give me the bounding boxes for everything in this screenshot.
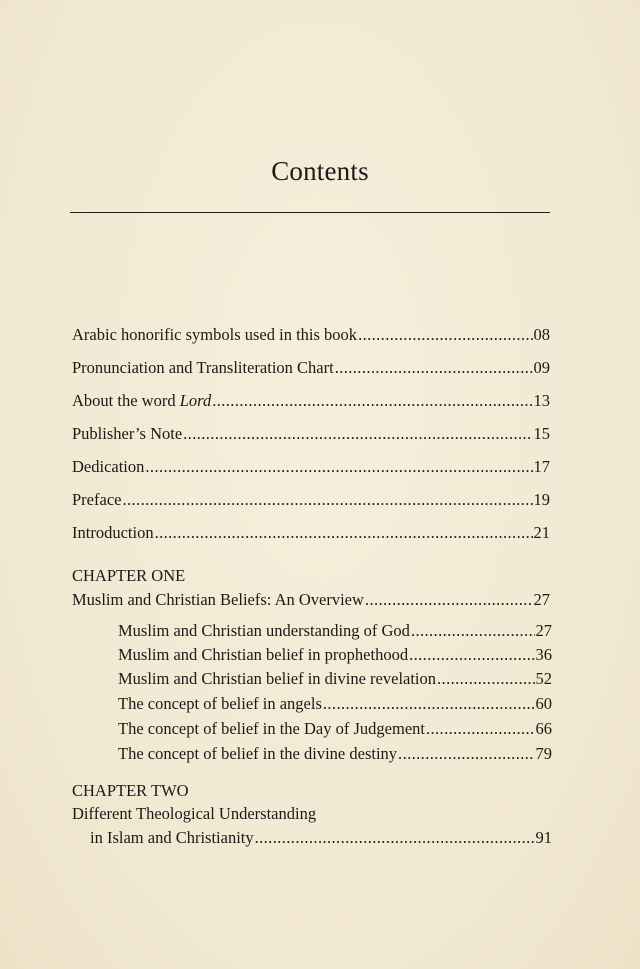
toc-entry[interactable] xyxy=(72,490,550,510)
chapter-two-heading: CHAPTER TWO xyxy=(72,781,189,800)
dot-leader xyxy=(426,719,535,739)
toc-entry-label: Dedication xyxy=(72,457,145,476)
toc-entry-page: 09 xyxy=(533,358,550,377)
toc-entry-label: The concept of belief in the divine destiny xyxy=(118,744,398,763)
dot-leader xyxy=(409,645,534,665)
toc-entry[interactable] xyxy=(72,325,550,345)
toc-entry-page: 19 xyxy=(533,490,550,509)
dot-leader xyxy=(335,358,533,378)
toc-subentry[interactable] xyxy=(118,719,552,739)
toc-entry-label: in Islam and Christianity xyxy=(90,828,254,847)
toc-entry[interactable] xyxy=(72,424,550,444)
dot-leader xyxy=(398,744,534,764)
dot-leader xyxy=(145,457,532,477)
toc-subentry[interactable] xyxy=(118,744,552,764)
toc-entry[interactable] xyxy=(72,523,550,543)
dot-leader xyxy=(183,424,532,444)
dot-leader xyxy=(323,694,535,714)
title-rule xyxy=(70,212,550,213)
toc-entry[interactable] xyxy=(72,358,550,378)
dot-leader xyxy=(155,523,533,543)
dot-leader xyxy=(365,590,533,610)
toc-entry-label: Publisher’s Note xyxy=(72,424,183,443)
dot-leader xyxy=(358,325,532,345)
toc-entry-label: Arabic honorific symbols used in this book xyxy=(72,325,358,344)
toc-subentry[interactable] xyxy=(118,694,552,714)
chapter-one-heading: CHAPTER ONE xyxy=(72,566,186,585)
toc-entry-page: 79 xyxy=(535,744,552,763)
chapter-one-title-entry[interactable] xyxy=(72,590,550,610)
toc-subentry[interactable] xyxy=(118,669,552,689)
toc-subentry[interactable] xyxy=(118,645,552,665)
toc-entry-label: The concept of belief in the Day of Judgement xyxy=(118,719,425,738)
dot-leader xyxy=(437,669,534,689)
toc-entry-page: 36 xyxy=(535,645,552,664)
toc-entry-page: 66 xyxy=(535,719,552,738)
toc-entry-page: 21 xyxy=(533,523,550,542)
toc-entry-page: 52 xyxy=(535,669,552,688)
toc-entry-label: Preface xyxy=(72,490,122,509)
toc-entry-page: 15 xyxy=(533,424,550,443)
dot-leader xyxy=(411,621,535,641)
toc-entry-label: Introduction xyxy=(72,523,154,542)
toc-entry[interactable] xyxy=(72,391,550,411)
toc-entry-label: Muslim and Christian belief in prophethood xyxy=(118,645,409,664)
toc-entry-page: 27 xyxy=(533,590,550,609)
toc-entry-label: Muslim and Christian Beliefs: An Overview xyxy=(72,590,364,609)
dot-leader xyxy=(255,828,535,848)
toc-subentry[interactable] xyxy=(118,621,552,641)
toc-entry-label: About the word Lord xyxy=(72,391,212,410)
toc-entry-page: 91 xyxy=(535,828,552,847)
chapter-two-title-line1: Different Theological Understanding xyxy=(72,804,317,823)
toc-entry-page: 60 xyxy=(535,694,552,713)
toc-entry-label: Muslim and Christian understanding of God xyxy=(118,621,410,640)
toc-entry-label: The concept of belief in angels xyxy=(118,694,322,713)
toc-entry-page: 27 xyxy=(535,621,552,640)
page-title: Contents xyxy=(271,156,369,186)
toc-entry-label: Muslim and Christian belief in divine revelation xyxy=(118,669,437,688)
toc-entry-page: 17 xyxy=(533,457,550,476)
toc-entry-page: 08 xyxy=(533,325,550,344)
dot-leader xyxy=(122,490,532,510)
toc-entry[interactable] xyxy=(72,457,550,477)
dot-leader xyxy=(212,391,532,411)
toc-entry-label: Pronunciation and Transliteration Chart xyxy=(72,358,334,377)
chapter-two-title-entry[interactable] xyxy=(90,828,552,848)
toc-entry-page: 13 xyxy=(533,391,550,410)
